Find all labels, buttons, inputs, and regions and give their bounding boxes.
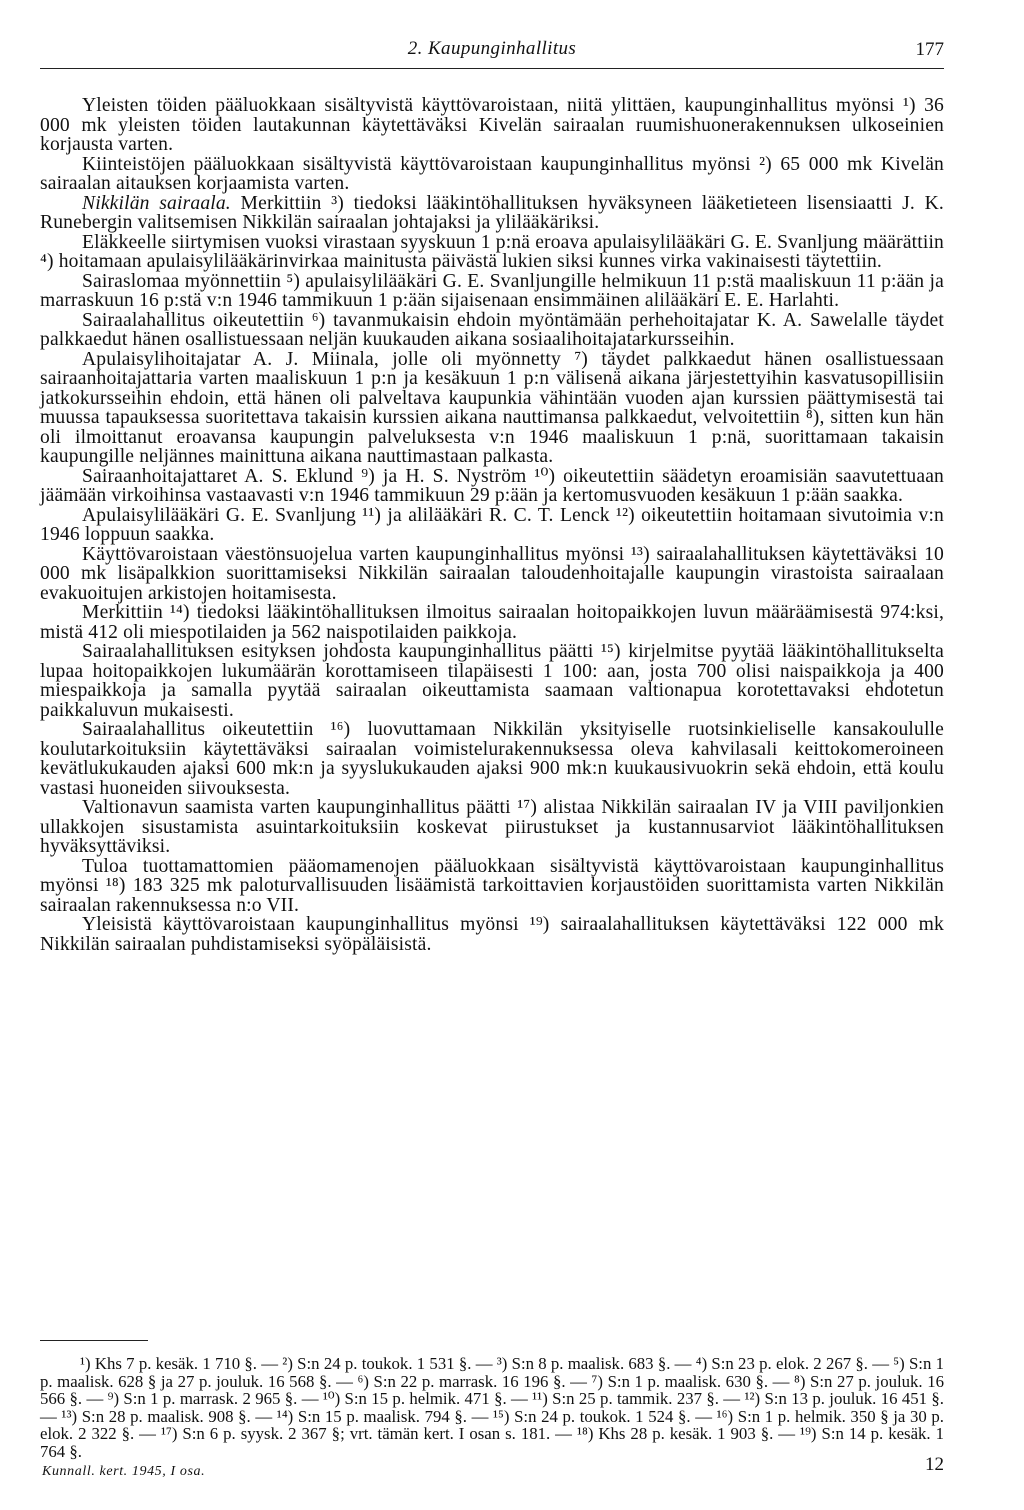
- paragraph: Sairaslomaa myönnettiin ⁵) apulaisylilääkäri G. E. Svanljungille helmikuun 11 p:stä maaliskuun 11 p:ään ja marraskuun 16 p:stä v:n 1946 tammikuun 1 p:ään sijaisenaan ensimmäinen alilääkäri E. E. Harlahti.: [40, 270, 944, 311]
- paragraph: Yleisten töiden pääluokkaan sisältyvistä käyttövaroistaan, niitä ylittäen, kaupunginhallitus myönsi ¹) 36 000 mk yleisten töiden lautakunnan käytettäväksi Kivelän sairaalan ruumishuonerakennuksen ulkoseinien korjausta varten.: [40, 95, 944, 155]
- paragraph: Sairaalahallitus oikeutettiin ¹⁶) luovuttamaan Nikkilän yksityiselle ruotsinkieliselle kansakoululle koulutarkoituksiin käytettäväksi sairaalan voimistelurakennuksessa oleva kahvilasali keittokomeroineen kevätlukukauden ajaksi 600 mk:n ja syyslukukauden ajaksi 900 mk:n kuukausivuokrin sekä ehdoin, että koulu vastasi huoneiden siivouksesta.: [40, 719, 944, 799]
- main-text: [40, 96, 944, 954]
- paragraph: Merkittiin ¹⁴) tiedoksi lääkintöhallituksen ilmoitus sairaalan hoitopaikkojen luvun määräämisestä 974:ksi, mistä 412 oli miespotilaiden ja 562 naispotilaiden paikkoja.: [40, 602, 944, 643]
- paragraph: Käyttövaroistaan väestönsuojelua varten kaupunginhallitus myönsi ¹³) sairaalahallituksen käytettäväksi 10 000 mk lisäpalkkion suorittamiseksi Nikkilän sairaalan taloudenhoitajalle kaupungin virastoista sairaalaan evakuoitujen arkistojen hoitamisesta.: [40, 543, 944, 604]
- paragraph-text: Merkittiin ³) tiedoksi lääkintöhallituksen hyväksyneen lääketieteen lisensiaatti J. K. Runebergin valitsemisen Nikkilän sairaalan johtajaksi ja ylilääkäriksi.: [40, 192, 944, 233]
- paragraph: Eläkkeelle siirtymisen vuoksi virastaan syyskuun 1 p:nä eroava apulaisylilääkäri G. E. Svanljung määrättiin ⁴) hoitamaan apulaisylilääkärinvirkaa mainitusta päivästä lukien siksi kunnes virka vakinaisesti täytettiin.: [40, 231, 944, 272]
- paragraph: Valtionavun saamista varten kaupunginhallitus päätti ¹⁷) alistaa Nikkilän sairaalan IV ja VIII paviljonkien ullakkojen sisustamista asuintarkoituksiin koskevat piirustukset ja kustannusarviot lääkintöhallituksen hyväksyttäviksi.: [40, 797, 944, 857]
- paragraph: Apulaisylilääkäri G. E. Svanljung ¹¹) ja alilääkäri R. C. T. Lenck ¹²) oikeutettiin hoitamaan sivutoimia v:n 1946 loppuun saakka.: [40, 504, 944, 545]
- footnote-rule: [40, 1340, 148, 1341]
- paragraph: Kiinteistöjen pääluokkaan sisältyvistä käyttövaroistaan kaupunginhallitus myönsi ²) 65 000 mk Kivelän sairaalan aitauksen korjaamista varten.: [40, 153, 944, 194]
- page-number: 177: [915, 39, 944, 60]
- publication-source: Kunnall. kert. 1945, I osa.: [42, 1464, 206, 1479]
- paragraph: Tuloa tuottamattomien pääomamenojen pääluokkaan sisältyvistä käyttövaroistaan kaupunginhallitus myönsi ¹⁸) 183 325 mk paloturvallisuuden lisäämistä tarkoittavien korjaustöiden suorittamista varten Nikkilän sairaalan rakennuksessa n:o VII.: [40, 855, 944, 916]
- running-title: 2. Kaupunginhallitus: [407, 38, 577, 59]
- footnotes: ¹) Khs 7 p. kesäk. 1 710 §. — ²) S:n 24 p. toukok. 1 531 §. — ³) S:n 8 p. maalisk. 683 §. — ⁴) S:n 23 p. elok. 2 267 §. — ⁵) S:n 1 p. maalisk. 628 § ja 27 p. jouluk. 16 568 §. — ⁶) S:n 22 p. marrask. 16 196 §. — ⁷) S:n 1 p. maalisk. 630 §. — ⁸) S:n 27 p. jouluk. 16 566 §. — ⁹) S:n 1 p. marrask. 2 965 §. — ¹⁰) S:n 15 p. helmik. 471 §. — ¹¹) S:n 25 p. tammik. 237 §. — ¹²) S:n 13 p. jouluk. 16 451 §. — ¹³) S:n 28 p. maalisk. 908 §. — ¹⁴) S:n 15 p. maalisk. 794 §. — ¹⁵) S:n 24 p. toukok. 1 524 §. — ¹⁶) S:n 1 p. helmik. 350 § ja 30 p. elok. 2 322 §. — ¹⁷) S:n 6 p. syysk. 2 367 §; vrt. tämän kert. I osan s. 181. — ¹⁸) Khs 28 p. kesäk. 1 903 §. — ¹⁹) S:n 14 p. kesäk. 1 764 §.: [40, 1354, 944, 1461]
- page-header: [40, 38, 944, 69]
- section-heading: Nikkilän sairaala.: [82, 192, 231, 214]
- paragraph: Sairaanhoitajattaret A. S. Eklund ⁹) ja H. S. Nyström ¹⁰) oikeutettiin säädetyn eroamisiän saavutettuaan jäämään virkoihinsa vastaavasti v:n 1946 tammikuun 29 p:ään ja kertomusvuoden kesäkuun 1 p:ään saakka.: [40, 465, 944, 506]
- signature-mark: 12: [925, 1454, 944, 1475]
- paragraph: Sairaalahallituksen esityksen johdosta kaupunginhallitus päätti ¹⁵) kirjelmitse pyytää lääkintöhallitukselta lupaa hoitopaikkojen lukumäärän korottamiseen tilapäisesti 1 100: aan, josta 700 olisi naispaikkoja ja 400 miespaikkoja ja samalla pyytää sairaalan oikeuttamista saamaan valtionapua korotettavaksi ehdotetun paikkaluvun mukaisesti.: [40, 641, 944, 721]
- paragraph: [40, 194, 944, 233]
- paragraph: Yleisistä käyttövaroistaan kaupunginhallitus myönsi ¹⁹) sairaalahallituksen käytettäväksi 122 000 mk Nikkilän sairaalan puhdistamiseksi syöpäläisistä.: [40, 914, 944, 955]
- paragraph: Apulaisylihoitajatar A. J. Miinala, jolle oli myönnetty ⁷) täydet palkkaedut hänen osallistuessaan sairaanhoitajattaria varten maaliskuun 1 p:n ja kesäkuun 1 p:n välisenä aikana järjestettyihin kasvatusopillisiin jatkokursseihin ehdoin, että hänen oli palveltava kaupunkia vähintään vuoden ajan kurssien päättymisestä tai muussa tapauksessa suoritettava takaisin kurssien aikana nauttimansa palkkaedut, velvoitettiin ⁸), sitten kun hän oli ilmoittanut eroavansa kaupungin palveluksesta v:n 1946 maaliskuun 1 p:nä, suorittamaan takaisin kaupungille neljännes mainittuna aikana nauttimastaan palkasta.: [40, 348, 944, 467]
- paragraph: Sairaalahallitus oikeutettiin ⁶) tavanmukaisin ehdoin myöntämään perhehoitajatar K. A. Sawelalle täydet palkkaedut hänen osallistuessaan neljän kuukauden aikana sosiaalihoitajatarkursseihin.: [40, 309, 944, 350]
